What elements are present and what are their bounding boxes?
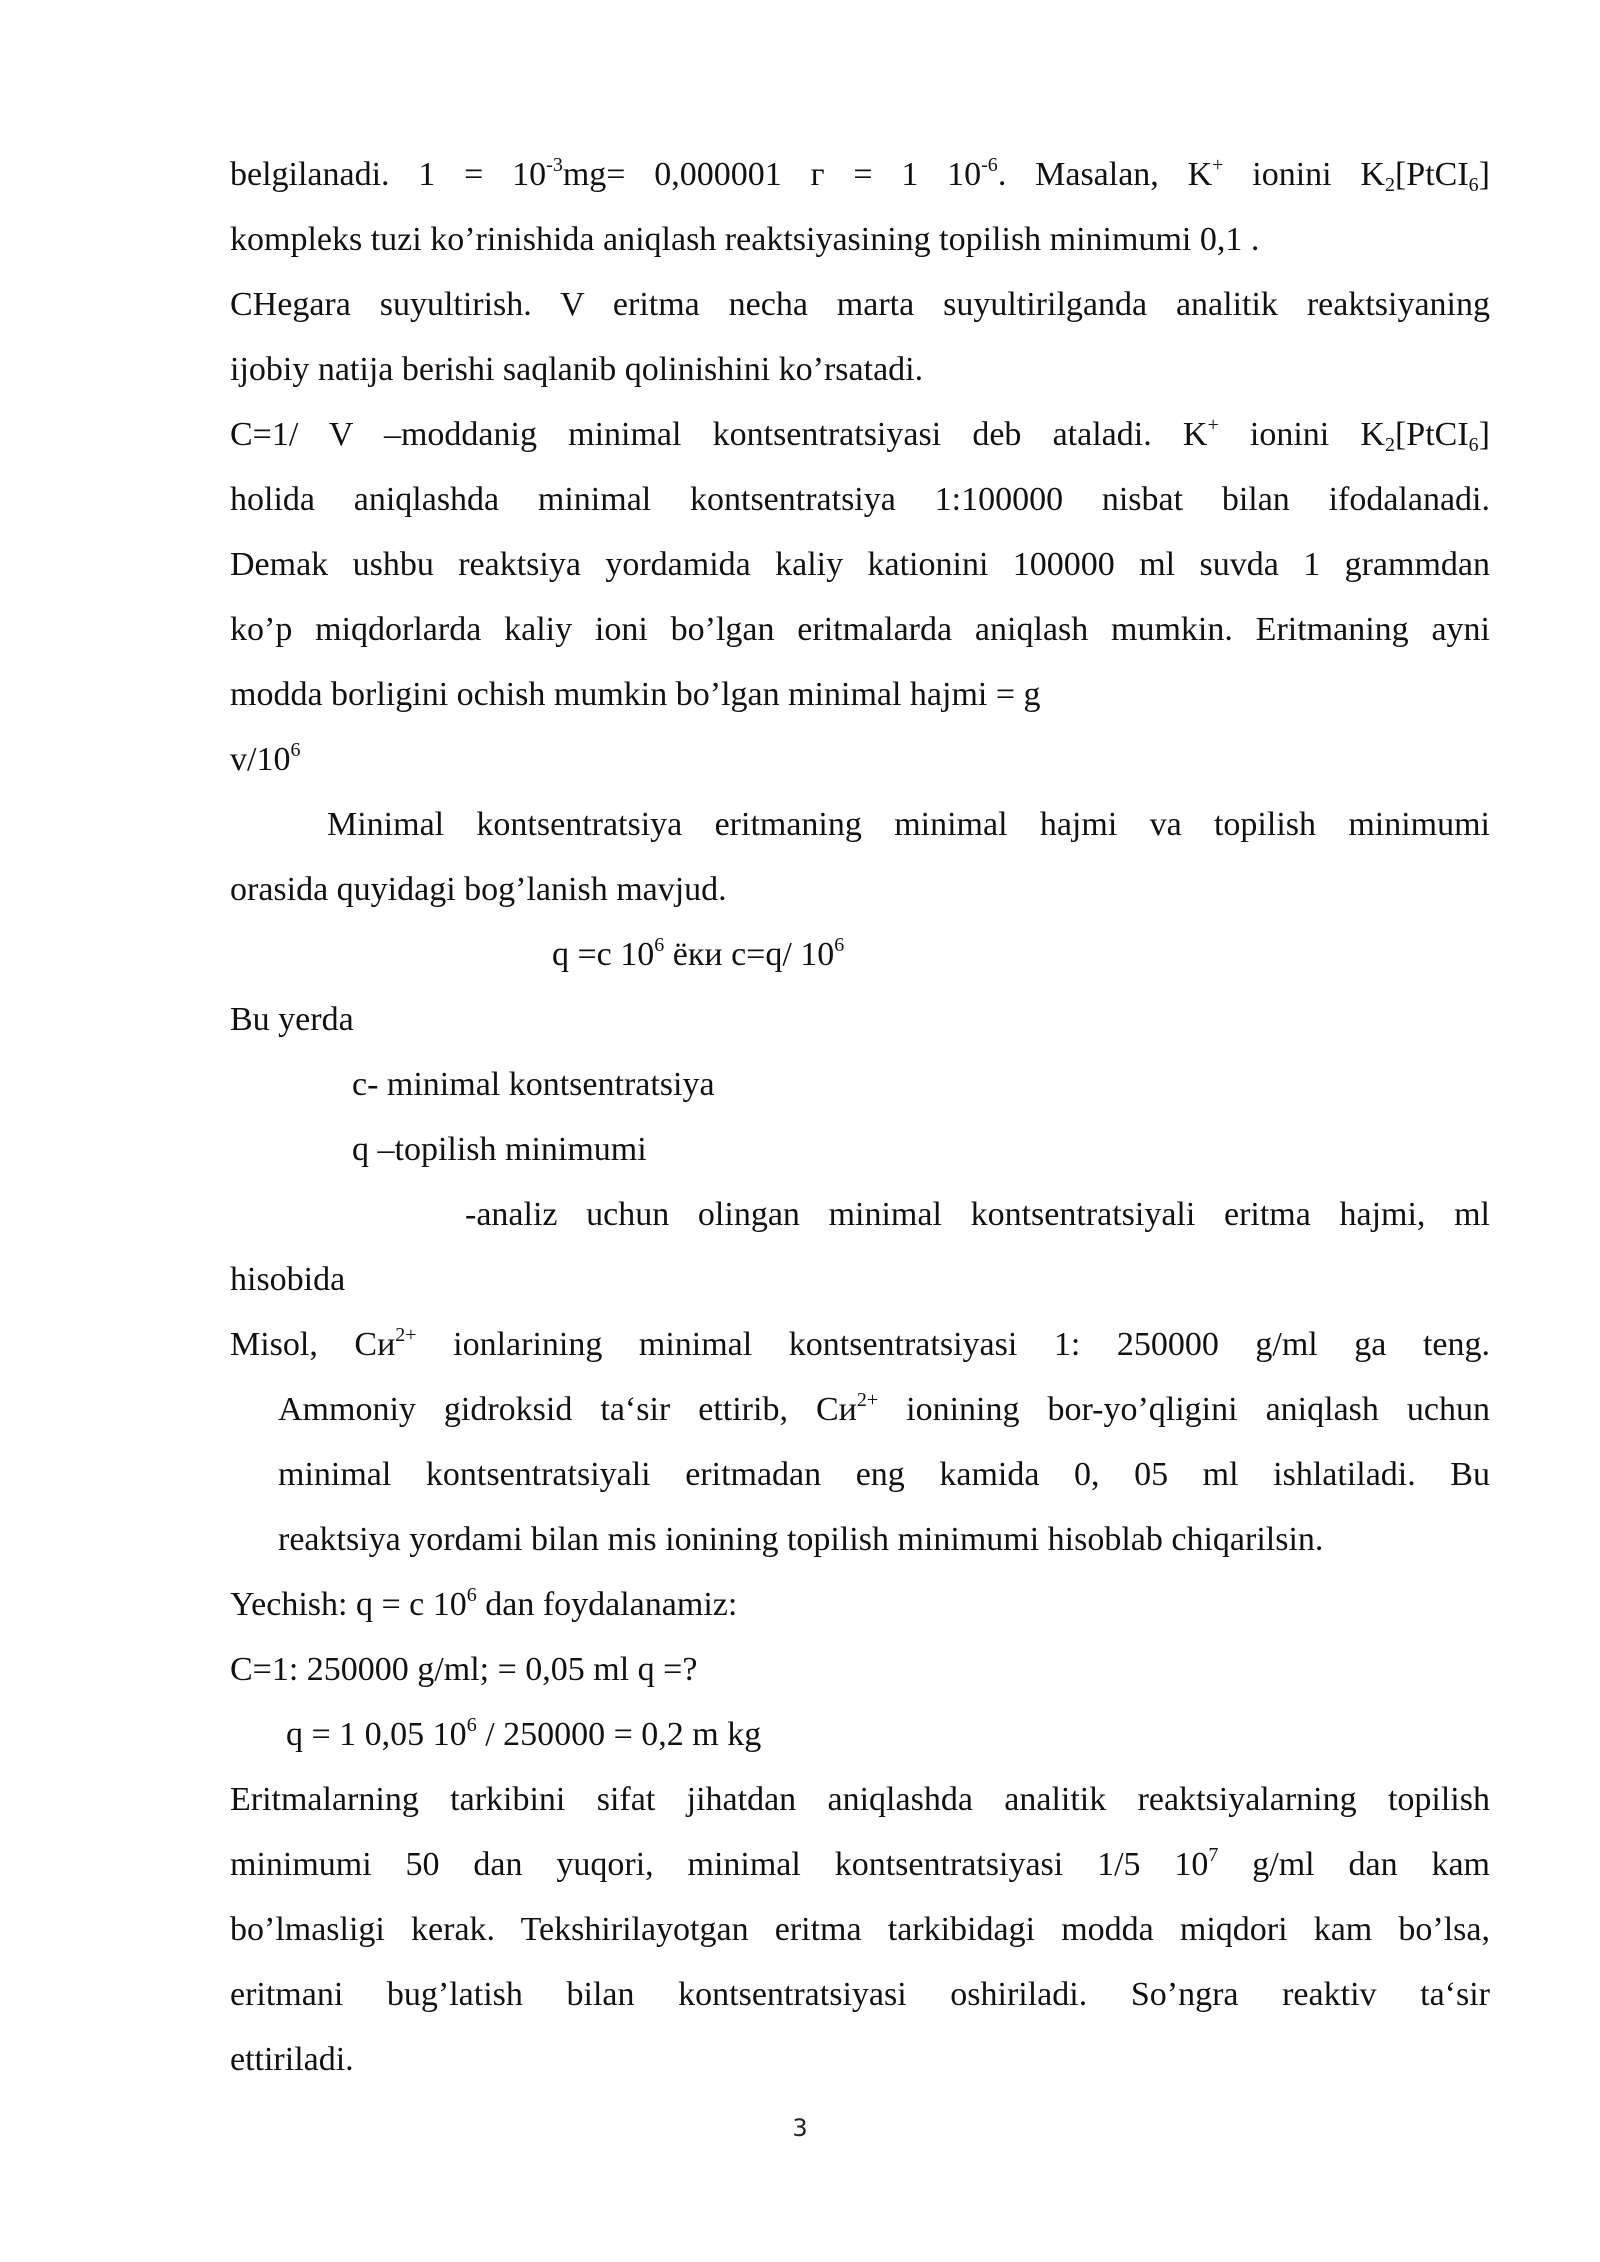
- text-line: Minimal kontsentratsiya eritmaning minimal hajmi va topilish minimumi: [327, 806, 1490, 843]
- text-line: belgilanadi. $1 = 10^{-3}mg= 0,000001$ г = 1 $10^{-6}$. Masalan, K+ ionini $K_2[PtCI_6]$: [230, 154, 1490, 196]
- formula-line: q = 1 0,05 $10^6 / 250000 = 0,2$ m kg: [286, 1714, 762, 1753]
- text-line: kompleks tuzi ko’rinishida aniqlash reaktsiyasining topilish minimumi 0,1 .: [230, 221, 1260, 258]
- text-line: ettiriladi.: [230, 2041, 354, 2078]
- text-line: holida aniqlashda minimal kontsentratsiya 1:100000 nisbat bilan ifodalanadi.: [230, 481, 1490, 518]
- text-line: ijobiy natija berishi saqlanib qolinishini ko’rsatadi.: [230, 351, 924, 388]
- text-line: Misol, $Cи^{2+}$ ionlarining minimal kontsentratsiyasi 1: 250000 g/ml ga teng.: [230, 1324, 1490, 1363]
- text-line: minimumi 50 dan yuqori, minimal kontsentratsiyasi 1/5 $10^7$ g/ml dan kam: [230, 1844, 1490, 1883]
- definition-line: -analiz uchun olingan minimal kontsentratsiyali eritma hajmi, ml: [465, 1196, 1490, 1233]
- text-line: Ammoniy gidroksid ta‘sir ettirib, $Cи^{2+}$ ionining bor-yo’qligini aniqlash uchun: [278, 1389, 1490, 1428]
- text-line: eritmani bug’latish bilan kontsentratsiyasi oshiriladi. So’ngra reaktiv ta‘sir: [230, 1976, 1490, 2013]
- text-line: Bu yerda: [230, 1001, 354, 1038]
- text-line: Demak ushbu reaktsiya yordamida kaliy kationini 100000 ml suvda 1 grammdan: [230, 546, 1490, 583]
- text-line: hisobida: [230, 1261, 346, 1298]
- text-line: ko’p miqdorlarda kaliy ioni bo’lgan eritmalarda aniqlash mumkin. Eritmaning ayni: [230, 611, 1490, 648]
- text-line: Yechish: q = c $10^6$ dan foydalanamiz:: [230, 1584, 738, 1623]
- text-line: C=1/ V –moddanig minimal kontsentratsiyasi deb ataladi. K+ ionini $K_2[PtCI_6]$: [230, 414, 1490, 456]
- definition-line: c- minimal kontsentratsiya: [352, 1066, 715, 1103]
- text-line: C=1: 250000 g/ml; = 0,05 ml q =?: [230, 1651, 698, 1688]
- text-line: bo’lmasligi kerak. Tekshirilayotgan eritma tarkibidagi modda miqdori kam bo’lsa,: [230, 1911, 1490, 1948]
- page-number: 3: [792, 2114, 808, 2142]
- text-line: minimal kontsentratsiyali eritmadan eng kamida 0, 05 ml ishlatiladi. Bu: [278, 1456, 1490, 1493]
- text-line: orasida quyidagi bog’lanish mavjud.: [230, 871, 727, 908]
- text-line: $v/10^6$: [230, 739, 301, 778]
- formula-line: q =c $10^6$ ёки c=q/ $10^6$: [552, 934, 845, 973]
- text-line: reaktsiya yordami bilan mis ionining topilish minimumi hisoblab chiqarilsin.: [278, 1521, 1324, 1558]
- text-line: modda borligini ochish mumkin bo’lgan minimal hajmi = g: [230, 676, 1041, 713]
- text-line: CHegara suyultirish. V eritma necha marta suyultirilganda analitik reaktsiyaning: [230, 286, 1490, 323]
- definition-line: q –topilish minimumi: [352, 1131, 647, 1168]
- text-line: Eritmalarning tarkibini sifat jihatdan aniqlashda analitik reaktsiyalarning topilish: [230, 1781, 1490, 1818]
